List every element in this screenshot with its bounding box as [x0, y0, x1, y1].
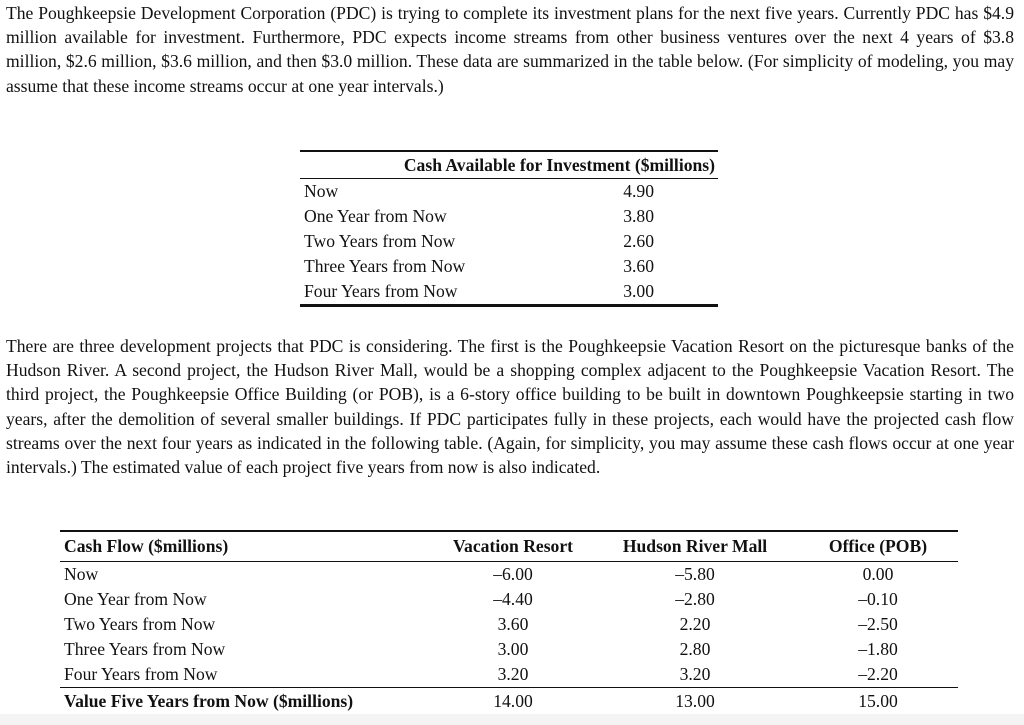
cell-office-pob: –1.80 [858, 639, 898, 659]
cell-office-pob: 0.00 [862, 564, 894, 584]
cell-vacation-resort: –6.00 [493, 564, 533, 584]
table-row [60, 562, 958, 588]
row-label: Now [64, 564, 99, 584]
row-label: Four Years from Now [300, 279, 566, 306]
cell-vacation-resort: 3.00 [497, 639, 529, 659]
cash-available-table [300, 150, 718, 307]
row-label: One Year from Now [64, 589, 207, 609]
row-label: Three Years from Now [304, 256, 466, 276]
cell-office-pob: –2.50 [858, 614, 898, 634]
table-row [60, 662, 958, 688]
row-value: 2.60 [623, 231, 654, 251]
cell-hudson-river-mall: 2.80 [679, 639, 711, 659]
table-row [300, 279, 718, 306]
row-label: Four Years from Now [64, 664, 218, 684]
row-label: Two Years from Now [64, 614, 216, 634]
table-row [300, 204, 718, 229]
column-header-office-pob: Office (POB) [798, 531, 958, 562]
projects-paragraph: There are three development projects that PDC is considering. The first is the Poughkeepsie Vacation Resort on the picturesque banks of the Hudson River. A second project, the Hudson River Mall, would be a shopping complex adjacent to the Poughkeepsie Vacation Resort. The third project, the Poughkeepsie Office Building (or POB), is a 6-story office building to be built in downtown Poughkeepsie starting in two years, after the demolition of several smaller buildings. If PDC participates fully in these projects, each would have the projected cash flow streams over the next four years as indicated in the following table. (Again, for simplicity, you may assume these cash flows occur at one year intervals.) The estimated value of each project five years from now is also indicated. [6, 336, 1014, 478]
table-row [300, 254, 718, 279]
row-value: 3.00 [566, 279, 718, 306]
total-hudson-river-mall: 13.00 [592, 688, 798, 716]
cell-hudson-river-mall: –2.80 [675, 589, 715, 609]
total-row [60, 688, 958, 716]
row-value: 3.80 [623, 206, 654, 226]
total-vacation-resort: 14.00 [434, 688, 592, 716]
cell-hudson-river-mall: 3.20 [679, 664, 711, 684]
table-row [300, 179, 718, 205]
row-label: Two Years from Now [304, 231, 456, 251]
cash-flow-table [60, 530, 958, 717]
cell-hudson-river-mall: 2.20 [679, 614, 711, 634]
cash-table-header: Cash Available for Investment ($millions) [300, 151, 718, 179]
cell-office-pob: –0.10 [858, 589, 898, 609]
cell-office-pob: –2.20 [858, 664, 898, 684]
cell-vacation-resort: –4.40 [493, 589, 533, 609]
column-header-hudson-river-mall: Hudson River Mall [592, 531, 798, 562]
table-row [60, 587, 958, 612]
row-value: 4.90 [623, 181, 654, 201]
page-bottom-edge [0, 714, 1024, 725]
cell-vacation-resort: 3.20 [497, 664, 529, 684]
total-row-label: Value Five Years from Now ($millions) [60, 688, 434, 716]
row-value: 3.60 [623, 256, 654, 276]
table-row [60, 612, 958, 637]
table-row [300, 229, 718, 254]
total-office-pob: 15.00 [798, 688, 958, 716]
column-header-cash-flow: Cash Flow ($millions) [60, 531, 434, 562]
column-header-vacation-resort: Vacation Resort [434, 531, 592, 562]
cell-vacation-resort: 3.60 [497, 614, 529, 634]
row-label: One Year from Now [304, 206, 447, 226]
table-row [60, 637, 958, 662]
row-label: Three Years from Now [64, 639, 226, 659]
row-label: Now [304, 181, 339, 201]
cell-hudson-river-mall: –5.80 [675, 564, 715, 584]
intro-paragraph: The Poughkeepsie Development Corporation (PDC) is trying to complete its investment plans for the next five years. Currently PDC has $4.9 million available for investment. Furthermore, PDC expects income streams from other business ventures over the next 4 years of $3.8 million, $2.6 million, $3.6 million, and then $3.0 million. These data are summarized in the table below. (For simplicity of modeling, you may assume that these income streams occur at one year intervals.) [6, 3, 1014, 96]
